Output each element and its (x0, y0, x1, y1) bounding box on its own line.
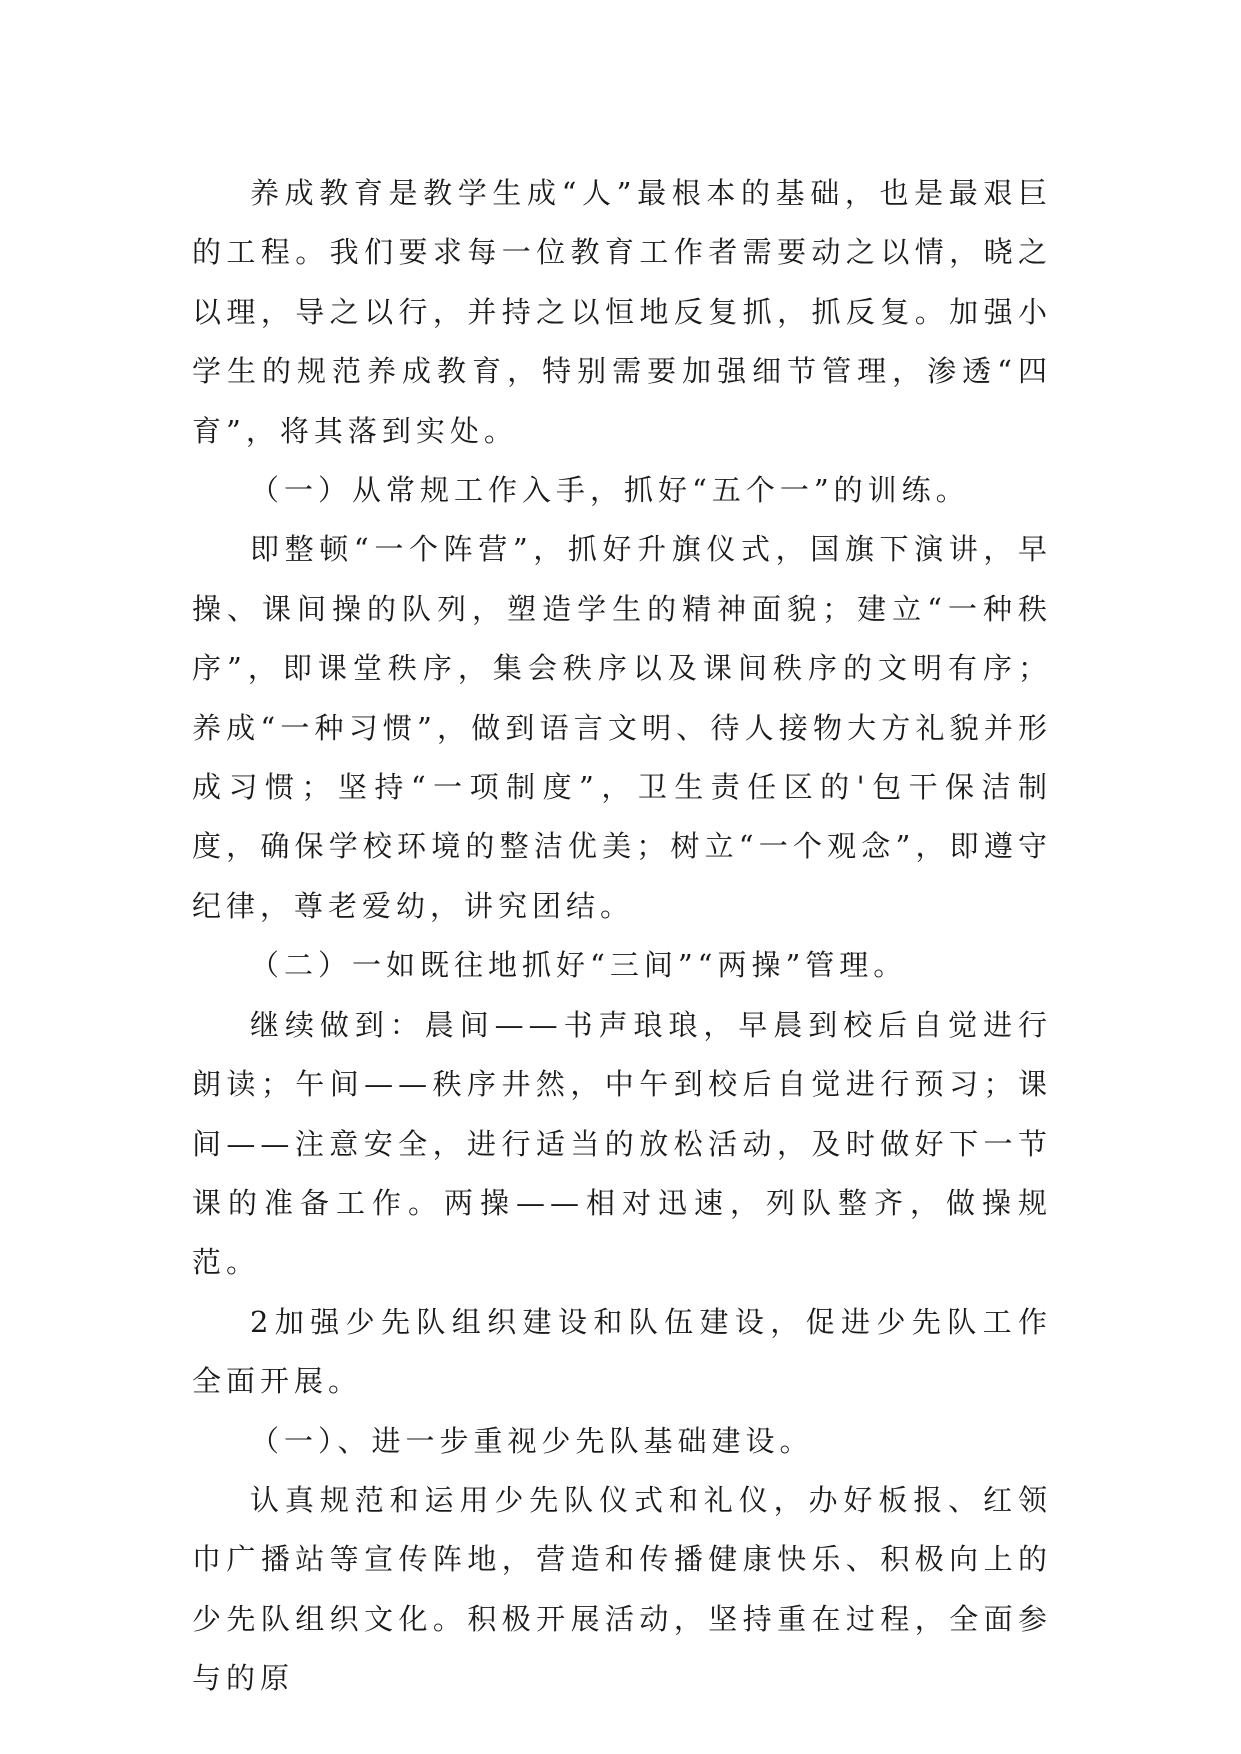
paragraph-three-periods: 继续做到：晨间——书声琅琅，早晨到校后自觉进行朗读；午间——秩序井然，中午到校后自觉进行预习；课间——注意安全，进行适当的放松活动，及时做好下一节课的准备工作。两操——相对迅速，列队整齐，做操规范。 (192, 1007, 1052, 1280)
heading-routine-work: （一）从常规工作入手，抓好“五个一”的训练。 (250, 473, 970, 508)
paragraph-habit-education: 养成教育是教学生成“人”最根本的基础，也是最艰巨的工程。我们要求每一位教育工作者需要动之以情，晓之以理，导之以行，并持之以恒地反复抓，抓反复。加强小学生的规范养成教育，特别需要加强细节管理，渗透“四育”，将其落到实处。 (192, 176, 1052, 448)
document-body (192, 164, 1052, 1709)
heading-young-pioneers: 2加强少先队组织建设和队伍建设，促进少先队工作全面开展。 (192, 1304, 1052, 1399)
paragraph-five-ones: 即整顿“一个阵营”，抓好升旗仪式，国旗下演讲，早操、课间操的队列，塑造学生的精神面貌；建立“一种秩序”，即课堂秩序，集会秩序以及课间秩序的文明有序；养成“一种习惯”，做到语言文明、待人接物大方礼貌并形成习惯；坚持“一项制度”，卫生责任区的'包干保洁制度，确保学校环境的整洁优美；树立“一个观念”，即遵守纪律，尊老爱幼，讲究团结。 (192, 532, 1052, 923)
heading-three-periods: （二）一如既往地抓好“三间”“两操”管理。 (250, 948, 908, 983)
paragraph-pioneer-culture: 认真规范和运用少先队仪式和礼仪，办好板报、红领巾广播站等宣传阵地，营造和传播健康快乐、积极向上的少先队组织文化。积极开展活动，坚持重在过程，全面参与的原 (192, 1482, 1052, 1696)
heading-basic-construction: （一）、进一步重视少先队基础建设。 (250, 1423, 814, 1458)
